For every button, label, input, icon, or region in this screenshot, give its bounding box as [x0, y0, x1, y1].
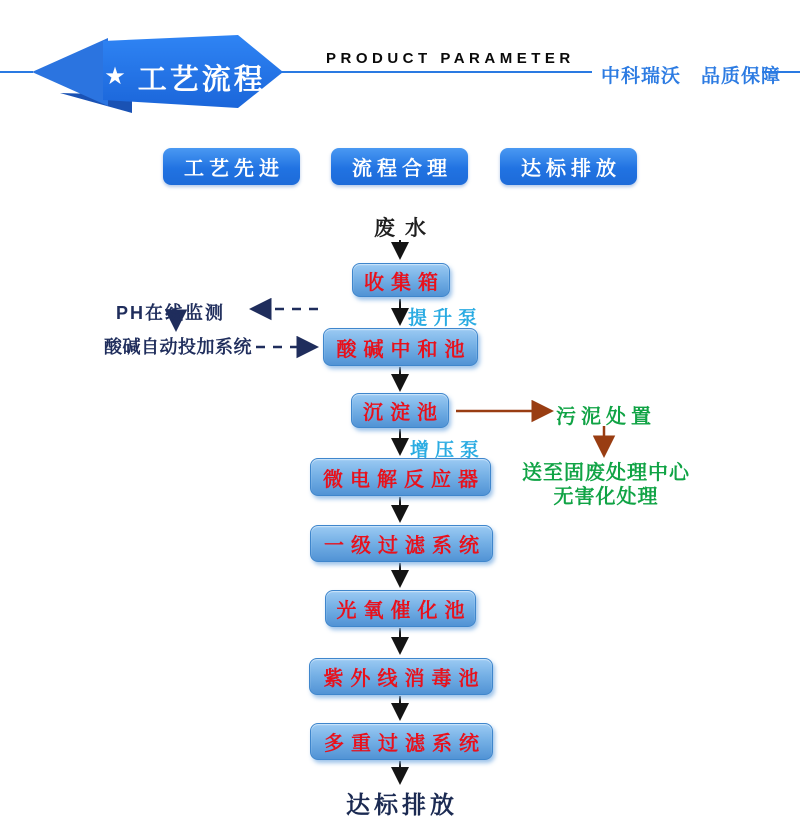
- flow-source-label: 废水: [374, 217, 436, 240]
- flow-step-neutralization-pool: 酸碱中和池: [323, 328, 478, 366]
- end-discharge-label: 达标排放: [346, 792, 458, 819]
- star-icon: ★: [104, 63, 126, 90]
- badge-advanced-process: 工艺先进: [163, 148, 300, 185]
- flow-step-uv-disinfection-pool: 紫外线消毒池: [309, 658, 493, 695]
- banner-title: 工艺流程: [137, 63, 266, 96]
- flow-step-microelectrolysis-reactor: 微电解反应器: [310, 458, 491, 496]
- booster-pump-label: 增压泵: [410, 440, 486, 461]
- flow-step-collection-tank: 收集箱: [352, 263, 450, 297]
- solid-waste-note-line1: 送至固废处理中心: [522, 462, 690, 484]
- flow-step-multi-filtration: 多重过滤系统: [310, 723, 493, 760]
- banner-title-group: [100, 59, 270, 95]
- product-parameter-heading: PRODUCT PARAMETER: [326, 50, 575, 67]
- dosing-system-label: 酸碱自动投加系统: [104, 337, 252, 357]
- brand-text: 中科瑞沃 品质保障: [601, 66, 782, 87]
- flow-step-photooxidation-pool: 光氧催化池: [325, 590, 476, 627]
- flow-step-sedimentation-pool: 沉淀池: [351, 393, 449, 428]
- badge-standard-discharge: 达标排放: [500, 148, 637, 185]
- sludge-disposal-label: 污泥处置: [556, 406, 656, 428]
- solid-waste-note-line2: 无害化处理: [553, 486, 659, 508]
- ph-monitor-label: PH在线监测: [116, 303, 226, 323]
- badge-reasonable-flow: 流程合理: [331, 148, 468, 185]
- header-rule-middle: [278, 71, 592, 73]
- banner-left-arrow: [32, 38, 108, 106]
- solid-waste-note: [515, 461, 697, 509]
- lift-pump-label: 提升泵: [408, 308, 484, 329]
- flow-step-primary-filtration: 一级过滤系统: [310, 525, 493, 562]
